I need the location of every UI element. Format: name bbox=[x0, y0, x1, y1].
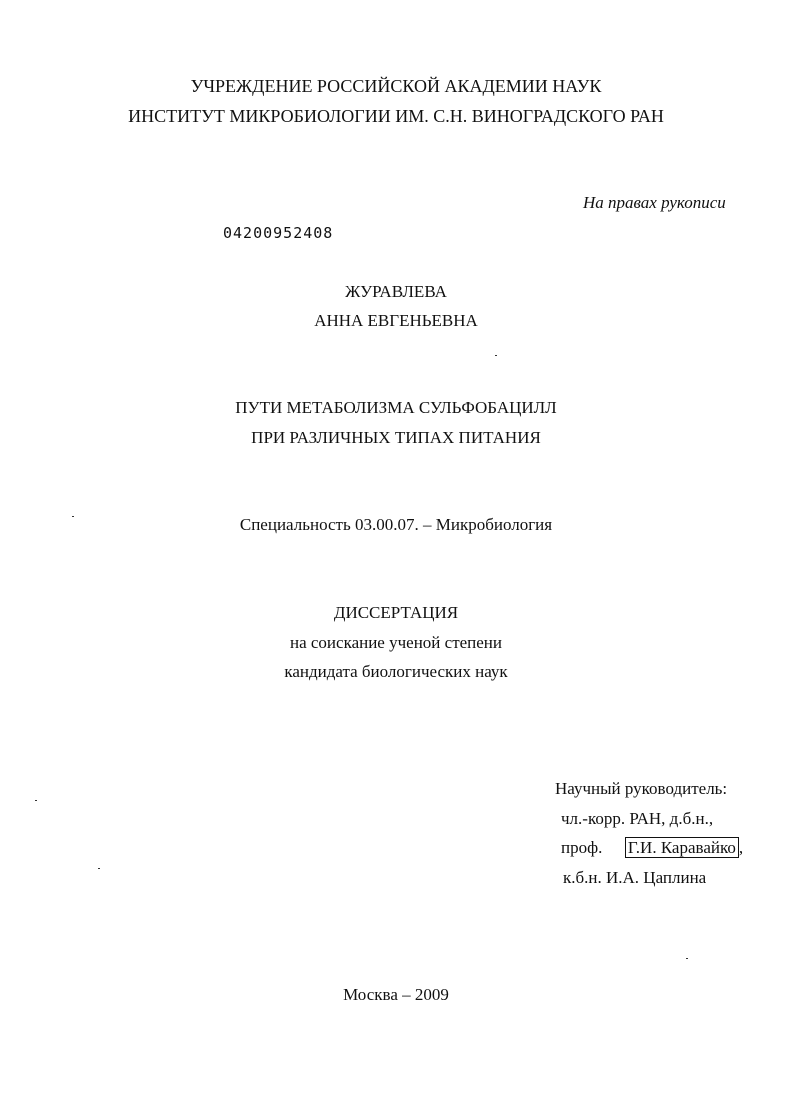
dissertation-heading: ДИССЕРТАЦИЯ bbox=[333, 603, 459, 622]
institution-line-2: ИНСТИТУТ МИКРОБИОЛОГИИ ИМ. С.Н. ВИНОГРАДСКОГО РАН bbox=[128, 106, 664, 126]
author-given-names: АННА ЕВГЕНЬЕВНА bbox=[314, 311, 478, 330]
rights-note: На правах рукописи bbox=[583, 193, 726, 212]
scan-speck bbox=[72, 516, 74, 517]
title-line-1: ПУТИ МЕТАБОЛИЗМА СУЛЬФОБАЦИЛЛ bbox=[235, 398, 557, 417]
specialty: Специальность 03.00.07. – Микробиология bbox=[239, 515, 553, 534]
scan-speck bbox=[98, 868, 100, 869]
degree-line-1: на соискание ученой степени bbox=[289, 633, 503, 652]
supervisor-line-1: чл.-корр. РАН, д.б.н., bbox=[561, 809, 714, 828]
title-line-2: ПРИ РАЗЛИЧНЫХ ТИПАХ ПИТАНИЯ bbox=[251, 428, 541, 447]
city-year: Москва – 2009 bbox=[343, 985, 449, 1004]
supervisor-title: проф. bbox=[561, 838, 603, 857]
scan-speck bbox=[495, 355, 497, 356]
supervisor-line-2 bbox=[561, 838, 743, 858]
supervisor-comma: , bbox=[738, 838, 744, 857]
author-surname: ЖУРАВЛЕВА bbox=[345, 282, 447, 301]
degree-line-2: кандидата биологических наук bbox=[284, 662, 508, 681]
supervisor-label: Научный руководитель: bbox=[555, 779, 728, 798]
catalog-number: 04200952408 bbox=[223, 224, 334, 242]
institution-line-1: УЧРЕЖДЕНИЕ РОССИЙСКОЙ АКАДЕМИИ НАУК bbox=[190, 76, 602, 96]
scan-speck bbox=[35, 800, 37, 801]
supervisor-name-boxed: Г.И. Каравайко bbox=[625, 837, 739, 858]
supervisor-line-3: к.б.н. И.А. Цаплина bbox=[563, 868, 707, 887]
scan-speck bbox=[686, 958, 688, 959]
